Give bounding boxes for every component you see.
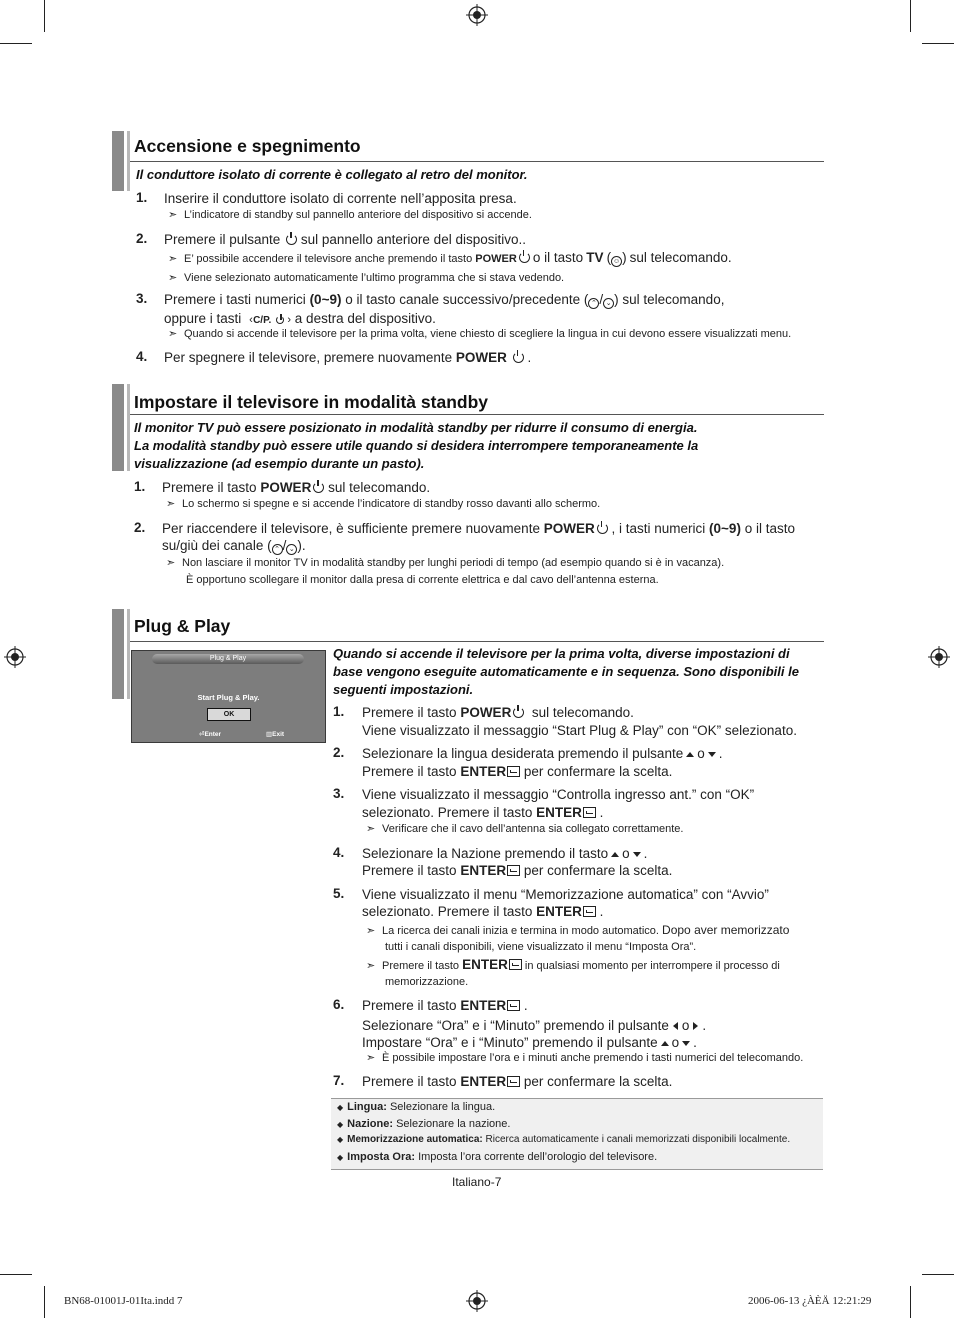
step-text: Per spegnere il televisore, premere nuovamente POWER . <box>164 350 532 365</box>
footer-filename: BN68-01001J-01Ita.indd 7 <box>64 1295 183 1307</box>
step-number: 2. <box>136 231 148 246</box>
registration-mark-icon <box>928 646 950 668</box>
settings-summary-box <box>331 1098 823 1170</box>
section-intro: base vengono eseguite automaticamente e in sequenza. Sono disponibili le <box>333 664 799 679</box>
tv-screen-message: Start Plug & Play. <box>197 693 260 702</box>
enter-icon <box>507 766 520 777</box>
enter-icon <box>507 865 520 876</box>
tv-button-icon: ☺ <box>612 258 621 265</box>
section-intro: Il conduttore isolato di corrente è collegato al retro del monitor. <box>136 167 528 182</box>
down-arrow-icon <box>708 752 716 757</box>
channel-down-icon: ⌄ <box>286 544 297 555</box>
diamond-bullet-icon: ◆ <box>337 1153 344 1162</box>
up-arrow-icon <box>686 752 694 757</box>
left-arrow-icon <box>673 1022 678 1030</box>
step-note: ➣ L’indicatore di standby sul pannello anteriore del dispositivo si accende. <box>168 207 532 224</box>
step-note: ➣ Verificare che il cavo dell’antenna sia collegato correttamente. <box>366 821 683 838</box>
crop-mark <box>0 43 32 44</box>
power-icon <box>597 523 608 534</box>
step-number: 2. <box>134 520 146 535</box>
crop-mark <box>910 0 911 32</box>
step-number: 4. <box>333 845 345 860</box>
exit-icon: ▥ <box>266 731 273 738</box>
tv-enter-hint: ⏎Enter <box>199 731 222 738</box>
step-number: 1. <box>134 479 146 494</box>
power-icon <box>519 252 530 263</box>
diamond-bullet-icon: ◆ <box>337 1135 344 1144</box>
crop-mark <box>910 1286 911 1318</box>
footer-timestamp: 2006-06-13 ¿ÀÈÄ 12:21:29 <box>748 1295 872 1307</box>
section-title: Accensione e spegnimento <box>134 136 361 156</box>
crop-mark <box>922 43 954 44</box>
tv-screen-title: Plug & Play <box>152 654 304 664</box>
summary-item: ◆ Imposta Ora: Imposta l’ora corrente dell’orologio del televisore. <box>337 1151 658 1163</box>
section-intro: La modalità standby può essere utile quando si desidera interrompere temporaneamente la <box>134 438 699 453</box>
step-text: selezionato. Premere il tasto ENTER . <box>362 805 604 820</box>
step-note: tutti i canali disponibili, viene visualizzato il menu “Imposta Ora”. <box>385 941 697 953</box>
step-number: 5. <box>333 886 345 901</box>
step-text: Inserire il conduttore isolato di corrente nell’apposita presa. <box>164 191 517 206</box>
section-rule <box>130 414 824 415</box>
step-note: ➣ È possibile impostare l’ora e i minuti anche premendo i tasti numerici del telecomando. <box>366 1050 803 1067</box>
step-note: ➣ Non lasciare il monitor TV in modalità standby per lunghi periodi di tempo (ad esempio quando si è in vacanza). <box>166 555 724 572</box>
section-intro: visualizzazione (ad esempio durante un pasto). <box>134 456 425 471</box>
power-icon <box>276 316 284 324</box>
step-text: Premere il tasto ENTER per confermare la scelta. <box>362 764 673 779</box>
step-text: Premere il pulsante sul pannello anteriore del dispositivo.. <box>164 232 526 247</box>
step-text: Premere il tasto ENTER . <box>362 998 528 1013</box>
step-note: ➣ Quando si accende il televisore per la prima volta, viene chiesto di scegliere la lingua in cui devono essere visualizzati menu. <box>168 326 791 343</box>
registration-mark-icon <box>4 646 26 668</box>
enter-icon <box>507 1000 520 1011</box>
step-text: Selezionare la lingua desiderata premendo il pulsante o . <box>362 746 723 761</box>
step-text: Viene visualizzato il messaggio “Controlla ingresso ant.” con “OK” <box>362 787 755 802</box>
step-number: 3. <box>333 786 345 801</box>
summary-item: ◆ Nazione: Selezionare la nazione. <box>337 1118 511 1130</box>
enter-icon: ⏎ <box>199 731 205 738</box>
step-text: Premere il tasto ENTER per confermare la scelta. <box>362 1074 673 1089</box>
tv-ok-button: OK <box>207 708 251 721</box>
step-number: 1. <box>136 190 148 205</box>
enter-icon <box>509 959 522 970</box>
arrow-icon: ➣ <box>166 498 176 510</box>
up-arrow-icon <box>661 1041 669 1046</box>
page-number: Italiano-7 <box>452 1175 502 1189</box>
arrow-icon: ➣ <box>168 272 178 284</box>
step-text: Impostare “Ora” e i “Minuto” premendo il pulsante o . <box>362 1035 697 1050</box>
down-arrow-icon <box>633 852 641 857</box>
step-note: È opportuno scollegare il monitor dalla presa di corrente elettrica e dal cavo dell’antenna esterna. <box>186 574 659 586</box>
right-arrow-icon <box>693 1022 698 1030</box>
down-arrow-icon <box>682 1041 690 1046</box>
step-text: su/giù dei canale ( ⌃ / ⌄ ). <box>162 538 306 553</box>
channel-up-icon: ⌃ <box>272 544 283 555</box>
arrow-icon: ➣ <box>366 925 376 937</box>
crop-mark <box>0 1274 32 1275</box>
step-text: Premere il tasto POWER sul telecomando. <box>362 705 634 720</box>
arrow-icon: ➣ <box>366 960 376 972</box>
section-bar <box>112 131 127 191</box>
arrow-icon: ➣ <box>366 823 376 835</box>
step-number: 3. <box>136 291 148 306</box>
step-note: memorizzazione. <box>385 976 469 988</box>
step-text: Per riaccendere il televisore, è sufficiente premere nuovamente POWER , i tasti numerici (0~9) o il tasto <box>162 521 795 536</box>
step-text: Viene visualizzato il menu “Memorizzazione automatica” con “Avvio” <box>362 887 769 902</box>
section-intro: Il monitor TV può essere posizionato in modalità standby per ridurre il consumo di energia. <box>134 420 698 435</box>
step-number: 7. <box>333 1073 345 1088</box>
power-icon <box>513 707 524 718</box>
crop-mark <box>44 1286 45 1318</box>
step-text: Premere il tasto ENTER per confermare la scelta. <box>362 863 673 878</box>
tv-screen-illustration <box>131 650 326 743</box>
enter-icon <box>507 1076 520 1087</box>
arrow-icon: ➣ <box>168 209 178 221</box>
section-rule <box>130 161 824 162</box>
section-title: Impostare il televisore in modalità standby <box>134 392 488 412</box>
step-note: ➣ Premere il tasto ENTER in qualsiasi momento per interrompere il processo di <box>366 956 780 975</box>
section-bar <box>112 384 127 471</box>
channel-down-icon: ⌄ <box>603 298 614 309</box>
step-text: oppure i tasti ‹C/P. › a destra del dispositivo. <box>164 311 436 326</box>
step-note: ➣ Viene selezionato automaticamente l’ultimo programma che si stava vedendo. <box>168 270 564 287</box>
enter-icon <box>583 906 596 917</box>
diamond-bullet-icon: ◆ <box>337 1103 344 1112</box>
registration-mark-icon <box>466 4 488 26</box>
arrow-icon: ➣ <box>168 253 178 265</box>
step-note: ➣ E’ possibile accendere il televisore anche premendo il tasto POWER o il tasto TV ( ☺ ) sul telecomando. <box>168 249 732 268</box>
diamond-bullet-icon: ◆ <box>337 1120 344 1129</box>
section-intro: seguenti impostazioni. <box>333 682 474 697</box>
tv-exit-hint: ▥Exit <box>266 731 285 738</box>
section-rule <box>130 641 824 642</box>
step-text: Viene visualizzato il messaggio “Start Plug & Play” con “OK” selezionato. <box>362 723 797 738</box>
section-title: Plug & Play <box>134 616 231 636</box>
registration-mark-icon <box>466 1290 488 1312</box>
step-note: ➣ La ricerca dei canali inizia e termina in modo automatico. Dopo aver memorizzato <box>366 922 789 940</box>
power-icon <box>513 352 524 363</box>
step-text: Selezionare la Nazione premendo il tasto o . <box>362 846 648 861</box>
summary-item: ◆ Lingua: Selezionare la lingua. <box>337 1101 496 1113</box>
step-text: selezionato. Premere il tasto ENTER . <box>362 904 604 919</box>
power-icon <box>313 482 324 493</box>
step-note: ➣ Lo schermo si spegne e si accende l’indicatore di standby rosso davanti allo schermo. <box>166 496 600 513</box>
step-number: 2. <box>333 745 345 760</box>
step-number: 6. <box>333 997 345 1012</box>
up-arrow-icon <box>611 852 619 857</box>
section-bar <box>112 609 127 699</box>
step-text: Premere il tasto POWER sul telecomando. <box>162 480 431 495</box>
section-intro: Quando si accende il televisore per la prima volta, diverse impostazioni di <box>333 646 790 661</box>
step-number: 1. <box>333 704 345 719</box>
arrow-icon: ➣ <box>366 1052 376 1064</box>
crop-mark <box>44 0 45 32</box>
arrow-icon: ➣ <box>168 328 178 340</box>
arrow-icon: ➣ <box>166 557 176 569</box>
step-text: Premere i tasti numerici (0~9) o il tasto canale successivo/precedente ( ⌃ / ⌄ ) sul telecomando, <box>164 292 725 307</box>
channel-up-icon: ⌃ <box>588 298 599 309</box>
power-icon <box>286 234 297 245</box>
step-text: Selezionare “Ora” e i “Minuto” premendo il pulsante o . <box>362 1018 707 1033</box>
step-number: 4. <box>136 349 148 364</box>
enter-icon <box>583 807 596 818</box>
crop-mark <box>922 1274 954 1275</box>
summary-item: ◆ Memorizzazione automatica: Ricerca automaticamente i canali memorizzati disponibili localmente. <box>337 1134 791 1145</box>
